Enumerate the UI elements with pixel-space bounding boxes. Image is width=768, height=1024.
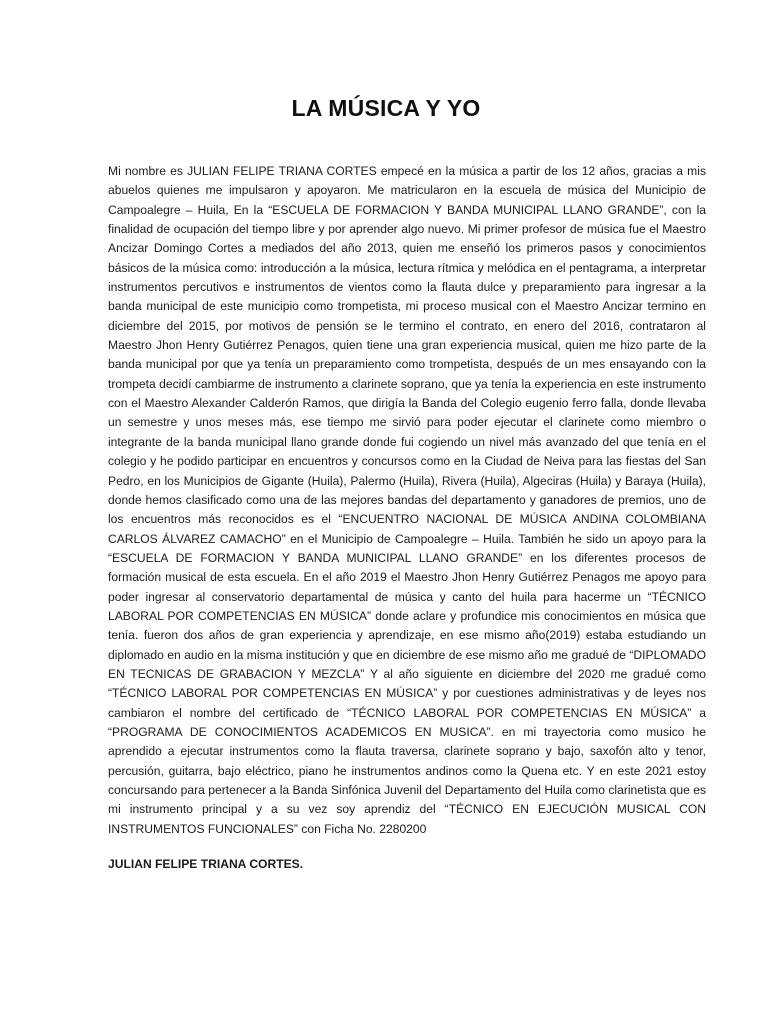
author-signature: JULIAN FELIPE TRIANA CORTES. <box>108 857 304 872</box>
body-paragraph: Mi nombre es JULIAN FELIPE TRIANA CORTES empecé en la música a partir de los 12 años, gracias a mis abuelos quienes me impulsaron y apoyaron. Me matricularon en la escuela de música del Municipio de Campoalegre – Huila, En la “ESCUELA DE FORMACION Y BANDA MUNICIPAL LLANO GRANDE”, con la finalidad de ocupación del tiempo libre y por aprender algo nuevo. Mi primer profesor de música fue el Maestro Ancizar Domingo Cortes a mediados del año 2013, quien me enseñó los primeros pasos y conocimientos básicos de la música como: introducción a la música, lectura rítmica y melódica en el pentagrama, a interpretar instrumentos percutivos e instrumentos de vientos como la flauta dulce y preparamiento para ingresar a la banda municipal de este municipio como trompetista, mi proceso musical con el Maestro Ancizar termino en diciembre del 2015, por motivos de pensión se le termino el contrato, en enero del 2016, contrataron al Maestro Jhon Henry Gutiérrez Penagos, quien tiene una gran experiencia musical, quien me hizo parte de la banda municipal por que ya tenía un preparamiento como trompetista, después de un mes ensayando con la trompeta decidí cambiarme de instrumento a clarinete soprano, que ya tenía la experiencia en este instrumento con el Maestro Alexander Calderón Ramos, que dirigía la Banda del Colegio eugenio ferro falla, donde llevaba un semestre y unos meses más, ese tiempo me sirvió para poder ejecutar el clarinete como miembro o integrante de la banda municipal llano grande donde fui cogiendo un nivel más avanzado del que tenía en el colegio y he podido participar en encuentros y concursos como en la Ciudad de Neiva para las fiestas del San Pedro, en los Municipios de Gigante (Huila), Palermo (Huila), Rivera (Huila), Algeciras (Huila) y Baraya (Huila), donde hemos clasificado como una de las mejores bandas del departamento y ganadores de premios, uno de los encuentros más reconocidos es el “ENCUENTRO NACIONAL DE MÚSICA ANDINA COLOMBIANA CARLOS ÁLVAREZ CAMACHO” en el Municipio de Campoalegre – Huila. También he sido un apoyo para la “ESCUELA DE FORMACION Y BANDA MUNICIPAL LLANO GRANDE” en los diferentes procesos de formación musical de esta escuela. En el año 2019 el Maestro Jhon Henry Gutiérrez Penagos me apoyo para poder ingresar al conservatorio departamental de música y canto del huila para hacerme un “TÉCNICO LABORAL POR COMPETENCIAS EN MÚSICA” donde aclare y profundice mis conocimientos en música que tenía. fueron dos años de gran experiencia y aprendizaje, en ese mismo año(2019) estaba estudiando un diplomado en audio en la misma institución y que en diciembre de ese mismo año me gradué de “DIPLOMADO EN TECNICAS DE GRABACION Y MEZCLA” Y al año siguiente en diciembre del 2020 me gradué como “TÉCNICO LABORAL POR COMPETENCIAS EN MÚSICA” y por cuestiones administrativas y de leyes nos cambiaron el nombre del certificado de “TÉCNICO LABORAL POR COMPETENCIAS EN MÚSICA” a “PROGRAMA DE CONOCIMIENTOS ACADEMICOS EN MUSICA”. en mi trayectoria como musico he aprendido a ejecutar instrumentos como la flauta traversa, clarinete soprano y bajo, saxofón alto y tenor, percusión, guitarra, bajo eléctrico, piano he instrumentos andinos como la Quena etc. Y en este 2021 estoy concursando para pertenecer a la Banda Sinfónica Juvenil del Departamento del Huila como clarinetista que es mi instrumento principal y a su vez soy aprendiz del “TÉCNICO EN EJECUCIÓN MUSICAL CON INSTRUMENTOS FUNCIONALES” con Ficha No. 2280200 <box>108 164 706 836</box>
document-title: LA MÚSICA Y YO <box>291 95 481 121</box>
